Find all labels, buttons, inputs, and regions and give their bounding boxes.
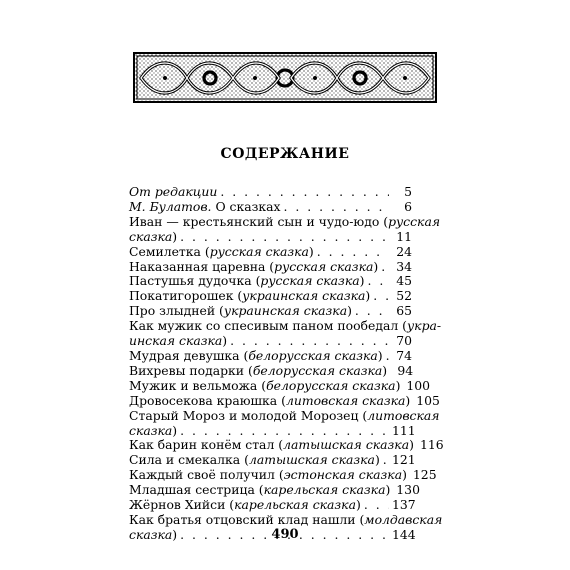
toc-title-italic-part: М. Булатов. <box>129 198 212 214</box>
toc-title-italic-part: сказка <box>129 526 173 542</box>
toc-page-number: 105 <box>416 392 440 408</box>
toc-title-part: О сказках <box>211 198 281 214</box>
toc-title-italic-part: карельская сказка <box>263 482 386 498</box>
toc-page-number: 65 <box>396 303 412 319</box>
toc-title-part: Покатигорошек ( <box>129 288 243 304</box>
toc-entry <box>129 407 440 439</box>
toc-entry <box>129 349 412 364</box>
toc-entry-title <box>129 394 410 409</box>
toc-title-part: Как мужик со спесивым паном пообедал ( <box>129 318 407 334</box>
toc-title-part: ) <box>222 333 228 349</box>
toc-entry-title <box>129 349 383 364</box>
toc-title-part: ) <box>382 362 388 378</box>
toc-page-number: 6 <box>404 198 412 214</box>
toc-title-italic-part: латышская сказка <box>248 452 375 468</box>
toc-entry <box>129 467 437 483</box>
toc-dot-leader <box>373 289 389 304</box>
toc-title-part: ) <box>385 482 391 498</box>
toc-entry-line <box>129 364 412 379</box>
toc-dot-leader <box>367 274 389 289</box>
toc-entry <box>129 245 412 260</box>
toc-title-part: Жёрнов Хийси ( <box>129 497 235 513</box>
toc-title-italic-part: молдавская <box>364 511 443 527</box>
toc-title-part: Дровосекова краюшка ( <box>129 392 286 408</box>
toc-title-part: ) <box>172 228 178 244</box>
toc-entry-title <box>129 424 177 439</box>
toc-entry-title <box>129 215 440 230</box>
knotwork-ornament-icon <box>135 54 435 101</box>
toc-title-italic-part: карельская сказка <box>234 497 356 513</box>
toc-title-italic-part: русская сказка <box>260 273 360 289</box>
toc-page-number: 52 <box>396 288 412 304</box>
toc-title-italic-part: укра- <box>406 318 442 334</box>
toc-entry <box>129 304 412 319</box>
toc-page-number: 11 <box>396 228 412 244</box>
toc-title-part: ) <box>355 497 361 513</box>
toc-title-part: Наказанная царевна ( <box>129 258 275 274</box>
toc-title-italic-part: русская <box>388 213 441 229</box>
toc-title-italic-part: белорусская сказка <box>266 377 396 393</box>
toc-entry-line <box>129 407 440 424</box>
toc-entry-title <box>129 260 378 275</box>
toc-entry-line <box>129 334 412 349</box>
toc-entry <box>129 200 412 215</box>
toc-title-part: ) <box>409 437 414 453</box>
toc-title-italic-part: русская сказка <box>209 243 309 259</box>
toc-entry-line <box>129 274 412 289</box>
toc-entry-title <box>129 513 442 528</box>
toc-title-part: ) <box>172 422 178 438</box>
toc-entry <box>129 364 412 379</box>
toc-entry-line <box>129 467 437 483</box>
toc-entry-line <box>129 245 412 260</box>
toc-page-number: 45 <box>396 273 412 289</box>
toc-entry-title <box>129 245 314 260</box>
toc-page-number: 144 <box>392 526 416 542</box>
toc-title-part: ) <box>402 467 407 483</box>
toc-entry <box>129 289 412 304</box>
toc-entry <box>129 318 442 349</box>
toc-page-number: 70 <box>396 333 412 349</box>
toc-title-part: Вихревы подарки ( <box>129 362 253 378</box>
toc-entry <box>129 497 416 513</box>
toc-dot-leader <box>180 230 389 245</box>
toc-page-number: 121 <box>392 452 416 468</box>
toc-title-part: ) <box>374 452 380 468</box>
toc-page-number: 116 <box>419 437 444 453</box>
toc-title-italic-part: латышская сказка <box>283 437 410 453</box>
toc-entry <box>129 260 412 275</box>
toc-dot-leader <box>386 349 389 364</box>
toc-title-part: ) <box>365 288 371 304</box>
toc-title-part: ) <box>359 273 365 289</box>
toc-entry-title <box>129 334 227 349</box>
toc-entry-title <box>129 409 439 424</box>
toc-dot-leader <box>364 498 389 513</box>
toc-title-italic-part: сказка <box>129 228 173 244</box>
toc-dot-leader <box>381 260 389 275</box>
toc-entry-line <box>129 213 441 230</box>
toc-entry-line <box>129 452 416 468</box>
toc-page-number: 125 <box>412 467 437 483</box>
toc-entry <box>129 452 416 468</box>
toc-entry-title <box>129 200 280 215</box>
toc-entry-title <box>129 483 390 498</box>
toc-title-italic-part: украинская сказка <box>242 288 366 304</box>
toc-entry <box>129 377 431 394</box>
toc-title-part: Иван — крестьянский сын и чудо-юдо ( <box>129 213 389 229</box>
toc-title-italic-part: белорусская сказка <box>252 362 383 378</box>
toc-title-italic-part: русская сказка <box>274 258 374 274</box>
toc-entry <box>129 437 444 453</box>
toc-dot-leader <box>283 200 389 215</box>
toc-page-number: 137 <box>392 497 416 513</box>
toc-dot-leader <box>383 453 389 468</box>
toc-entry-title <box>129 379 400 394</box>
toc-title-part: ) <box>395 377 401 393</box>
toc-page-number: 111 <box>392 422 416 438</box>
toc-entry-line <box>129 497 416 513</box>
toc-page-number: 94 <box>397 362 414 378</box>
toc-entry-line <box>129 349 412 364</box>
toc-entry-line <box>129 482 420 498</box>
toc-dot-leader <box>355 304 389 319</box>
toc-entry-title <box>129 230 177 245</box>
toc-entry <box>129 482 420 498</box>
toc-entry-title <box>129 319 441 334</box>
toc-title-italic-part: эстонская сказка <box>283 467 403 483</box>
toc-title-part: Каждый своё получил ( <box>129 467 284 483</box>
toc-title-italic-part: литовская сказка <box>285 392 406 408</box>
toc-entry-title <box>129 185 217 200</box>
toc-title-italic-part: сказка <box>129 422 173 438</box>
toc-title-italic-part: литовская <box>367 407 440 423</box>
toc-title-part: Мужик и вельможа ( <box>129 377 267 393</box>
toc-title-part: Мудрая девушка ( <box>129 347 249 363</box>
toc-entry-line <box>129 260 412 275</box>
toc-entry-line <box>129 437 444 453</box>
toc-title-part: Как братья отцовский клад нашли ( <box>129 511 365 527</box>
toc-title-italic-part: украинская сказка <box>223 303 348 319</box>
toc-title-part: Семилетка ( <box>129 243 210 259</box>
toc-entry-title <box>129 289 370 304</box>
toc-page-number: 74 <box>396 347 412 363</box>
toc-dot-leader <box>180 424 389 439</box>
toc-page-number: 5 <box>404 184 412 199</box>
toc-title-italic-part: От редакции <box>129 184 218 199</box>
toc-title-part: ) <box>377 347 383 363</box>
toc-page-number: 34 <box>396 258 412 274</box>
toc-dot-leader <box>220 185 389 200</box>
toc-entry-line <box>129 304 412 319</box>
toc-entry-title <box>129 364 387 379</box>
toc-title-part: Пастушья дудочка ( <box>129 273 261 289</box>
toc-entry <box>129 392 440 409</box>
toc-entry-line <box>129 318 442 334</box>
toc-page-number: 100 <box>406 377 431 393</box>
toc-title-part: Младшая сестрица ( <box>129 482 264 498</box>
toc-entry-title <box>129 468 407 483</box>
toc-entry-line <box>129 200 412 215</box>
toc-entry-title <box>129 498 361 513</box>
table-of-contents <box>129 184 444 543</box>
toc-title-italic-part: белорусская сказка <box>248 347 378 363</box>
toc-entry-line <box>129 230 412 245</box>
toc-entry-title <box>129 438 414 453</box>
page-number: 490 <box>271 527 299 542</box>
toc-title-part: ) <box>308 243 314 259</box>
toc-page-number: 130 <box>396 482 420 498</box>
toc-entry-line <box>129 185 412 200</box>
toc-title-part: Про злыдней ( <box>129 303 224 319</box>
ornamental-header-band <box>133 52 437 103</box>
toc-entry <box>129 213 441 245</box>
toc-dot-leader <box>230 334 389 349</box>
toc-title-part: ) <box>172 526 178 542</box>
toc-title-part: ) <box>373 258 379 274</box>
toc-title-part: Как барин конём стал ( <box>129 437 284 453</box>
toc-title-part: ) <box>405 392 411 408</box>
toc-entry-title <box>129 274 364 289</box>
toc-title-italic-part: инская сказка <box>129 333 223 349</box>
toc-entry-title <box>129 453 380 468</box>
toc-entry <box>129 185 412 200</box>
toc-entry-line <box>129 289 412 304</box>
toc-entry-line <box>129 377 431 394</box>
toc-entry-line <box>129 511 443 528</box>
page-title: СОДЕРЖАНИЕ <box>220 146 350 162</box>
toc-dot-leader <box>317 245 389 260</box>
toc-entry <box>129 274 412 289</box>
toc-entry-title <box>129 304 352 319</box>
toc-title-part: Старый Мороз и молодой Морозец ( <box>129 407 368 423</box>
toc-entry-line <box>129 422 416 439</box>
toc-page-number: 24 <box>396 243 412 259</box>
toc-title-part: Сила и смекалка ( <box>129 452 249 468</box>
toc-title-part: ) <box>347 303 352 319</box>
toc-entry-line <box>129 392 440 409</box>
